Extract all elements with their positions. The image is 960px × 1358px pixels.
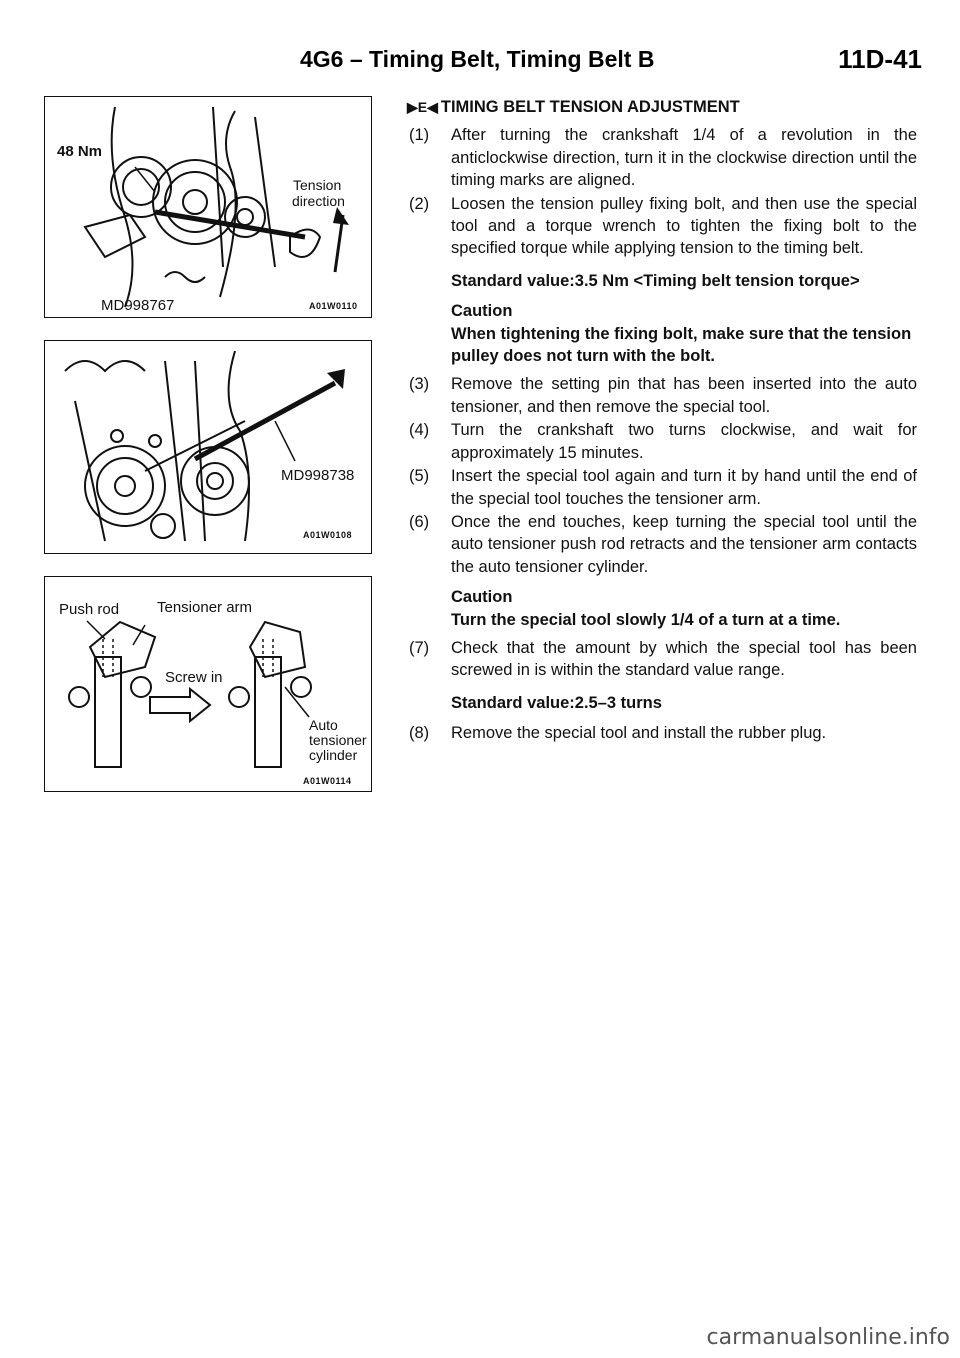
tool-label: MD998767 xyxy=(101,297,175,314)
step-text: Insert the special tool again and turn it by hand until the end of the special tool touches the tensioner arm. xyxy=(451,467,917,508)
step-text: After turning the crankshaft 1/4 of a revolution in the anticlockwise direction, turn it in the clockwise direction until the timing marks are aligned. xyxy=(451,126,917,190)
step-number: (4) xyxy=(409,421,430,440)
step-item xyxy=(407,124,917,191)
auto-label-line-3: cylinder xyxy=(309,747,358,763)
figure-special-tool xyxy=(44,340,372,554)
step-item xyxy=(407,419,917,464)
caution-text: Turn the special tool slowly 1/4 of a turn at a time. xyxy=(451,610,841,629)
step-item xyxy=(407,373,917,418)
watermark: carmanualsonline.info xyxy=(706,1325,950,1350)
step-text: Check that the amount by which the special tool has been screwed in is within the standard value range. xyxy=(451,638,917,680)
step-item xyxy=(407,193,917,260)
caution-block xyxy=(407,586,917,631)
page-header xyxy=(0,46,960,86)
tensioner-arm-label: Tensioner arm xyxy=(157,599,253,616)
step-item xyxy=(407,637,917,682)
tool-label: MD998738 xyxy=(281,467,355,484)
figure-tension-pulley xyxy=(44,96,372,318)
step-number: (3) xyxy=(409,375,430,394)
step-text: Remove the special tool and install the rubber plug. xyxy=(451,724,827,743)
figure-code: A01W0108 xyxy=(303,530,353,540)
caution-title: Caution xyxy=(451,588,513,607)
arrow-marker-icon: ▶E◀ xyxy=(407,99,438,115)
step-number: (6) xyxy=(409,512,430,531)
step-item xyxy=(407,511,917,578)
figure-code: A01W0114 xyxy=(303,776,352,786)
screw-in-label: Screw in xyxy=(165,669,223,686)
step-item xyxy=(407,722,917,744)
step-number: (1) xyxy=(409,126,430,145)
step-item xyxy=(407,465,917,510)
torque-label: 48 Nm xyxy=(57,143,103,160)
step-text: Once the end touches, keep turning the special tool until the auto tensioner push rod retracts and the tensioner arm contacts the auto tensioner cylinder. xyxy=(451,512,917,576)
step-number: (5) xyxy=(409,467,430,486)
figure-code: A01W0110 xyxy=(309,301,358,311)
page-number: 11D-41 xyxy=(838,44,922,74)
step-text: Remove the setting pin that has been inserted into the auto tensioner, and then remove the special tool. xyxy=(451,375,917,416)
tension-label-line-1: Tension xyxy=(293,177,342,193)
tension-label-line-2: direction xyxy=(292,193,345,209)
special-tool-illustration xyxy=(45,341,371,553)
step-number: (8) xyxy=(409,724,430,743)
step-text: Turn the crankshaft two turns clockwise, and wait for approximately 15 minutes. xyxy=(451,421,917,462)
standard-value: Standard value:2.5–3 turns xyxy=(451,693,662,712)
section-heading xyxy=(407,96,917,118)
procedure-text xyxy=(407,96,917,746)
step-text: Loosen the tension pulley fixing bolt, and then use the special tool and a torque wrench to tighten the fixing bolt to the specified torque while applying tension to the timing belt. xyxy=(451,194,917,258)
figure-auto-tensioner xyxy=(44,576,372,792)
auto-label-line-2: tensioner xyxy=(309,732,367,748)
step-number: (2) xyxy=(409,194,430,213)
auto-label-line-1: Auto xyxy=(309,717,338,733)
section-heading-text: TIMING BELT TENSION ADJUSTMENT xyxy=(440,98,740,116)
standard-value: Standard value:3.5 Nm <Timing belt tension torque> xyxy=(451,271,860,290)
caution-text: When tightening the fixing bolt, make sure that the tension pulley does not turn with the bolt. xyxy=(451,324,912,366)
page-title: 4G6 – Timing Belt, Timing Belt B xyxy=(300,46,655,72)
step-number: (7) xyxy=(409,638,430,657)
caution-title: Caution xyxy=(451,302,513,321)
push-rod-label: Push rod xyxy=(59,601,120,618)
caution-block xyxy=(407,300,917,367)
